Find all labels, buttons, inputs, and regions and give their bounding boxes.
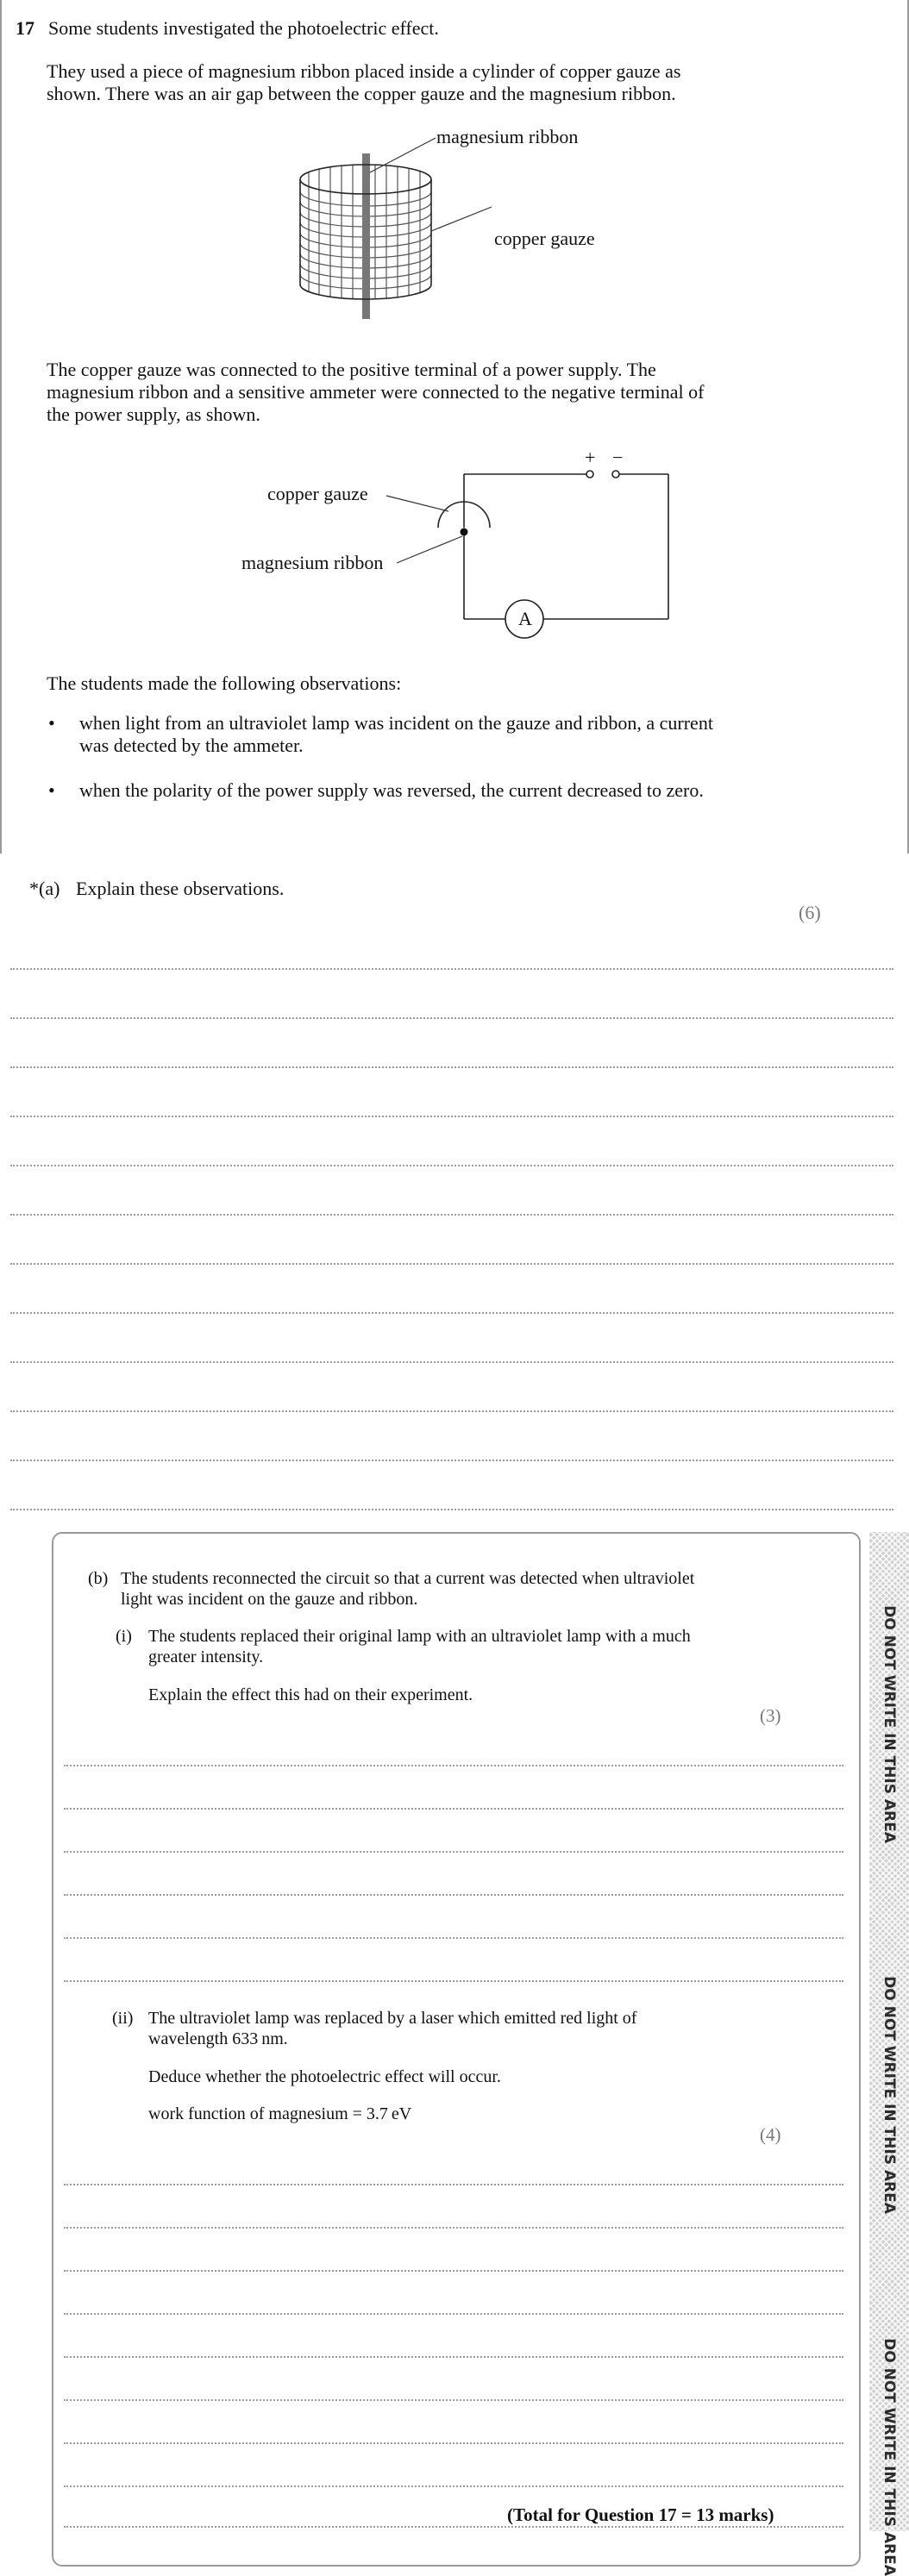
answer-line[interactable]	[10, 1066, 893, 1068]
gauze-cylinder-figure	[293, 121, 655, 345]
bullet-marker: •	[48, 712, 55, 734]
fig2-label-ribbon: magnesium ribbon	[241, 552, 384, 573]
answer-line[interactable]	[64, 1808, 843, 1810]
fig1-label-gauze: copper gauze	[494, 228, 595, 249]
question-intro: Some students investigated the photoelectric effect.	[48, 17, 439, 39]
work-function-data: work function of magnesium = 3.7 eV	[148, 2104, 412, 2123]
part-b-i-label: (i)	[116, 1627, 132, 1646]
answer-line[interactable]	[64, 2356, 843, 2358]
answer-line[interactable]	[10, 1410, 893, 1412]
answer-line[interactable]	[10, 1214, 893, 1216]
answer-line[interactable]	[10, 1312, 893, 1314]
do-not-write-warning: DO NOT WRITE IN THIS AREA	[881, 1976, 898, 2214]
bullet2-line1: when the polarity of the power supply was reversed, the current decreased to zero.	[79, 779, 704, 801]
part-b-line2: light was incident on the gauze and ribbon.	[121, 1590, 418, 1609]
bullet-marker: •	[48, 779, 55, 801]
fig2-minus: −	[612, 447, 624, 468]
part-b-ii-label: (ii)	[112, 2009, 134, 2028]
part-a-label: *(a)	[29, 878, 60, 899]
answer-line[interactable]	[64, 2227, 843, 2229]
part-b-ii-line2: wavelength 633 nm.	[148, 2029, 288, 2048]
answer-line[interactable]	[64, 2313, 843, 2315]
part-b-ii-marks: (4)	[760, 2124, 781, 2145]
fig2-plus: +	[585, 447, 596, 468]
para2-line2: magnesium ribbon and a sensitive ammeter were connected to the negative terminal of	[47, 381, 705, 403]
answer-line[interactable]	[64, 1765, 843, 1766]
answer-line[interactable]	[10, 1116, 893, 1117]
bullet1-line1: when light from an ultraviolet lamp was incident on the gauze and ribbon, a current	[79, 712, 713, 734]
answer-line[interactable]	[64, 1937, 843, 1939]
question-total: (Total for Question 17 = 13 marks)	[507, 2504, 774, 2525]
para2-line1: The copper gauze was connected to the positive terminal of a power supply. The	[47, 359, 656, 380]
answer-line[interactable]	[64, 2399, 843, 2401]
do-not-write-warning: DO NOT WRITE IN THIS AREA	[881, 1605, 898, 1843]
answer-line[interactable]	[64, 2526, 843, 2528]
answer-line[interactable]	[10, 1361, 893, 1363]
answer-line[interactable]	[10, 1460, 893, 1461]
observations-intro: The students made the following observations:	[47, 672, 402, 694]
part-b-label: (b)	[88, 1569, 109, 1588]
answer-line[interactable]	[10, 1017, 893, 1019]
part-b-line1: The students reconnected the circuit so that a current was detected when ultraviolet	[121, 1569, 695, 1588]
part-b-i-marks: (3)	[760, 1705, 781, 1726]
part-b-ii-instruction: Deduce whether the photoelectric effect will occur.	[148, 2067, 501, 2086]
part-a-marks: (6)	[799, 902, 821, 923]
para1-line1: They used a piece of magnesium ribbon placed inside a cylinder of copper gauze as	[47, 60, 681, 82]
answer-line[interactable]	[10, 968, 893, 970]
answer-line[interactable]	[64, 2485, 843, 2487]
bullet1-line2: was detected by the ammeter.	[79, 735, 304, 756]
ammeter-label: A	[518, 608, 532, 629]
answer-line[interactable]	[64, 1851, 843, 1853]
para1-line2: shown. There was an air gap between the copper gauze and the magnesium ribbon.	[47, 83, 676, 104]
answer-line[interactable]	[10, 1165, 893, 1166]
part-b-i-line1: The students replaced their original lamp with an ultraviolet lamp with a much	[148, 1627, 691, 1646]
answer-line[interactable]	[64, 2184, 843, 2185]
question-number: 17	[16, 17, 34, 39]
part-b-ii-line1: The ultraviolet lamp was replaced by a laser which emitted red light of	[148, 2009, 637, 2028]
part-b-i-instruction: Explain the effect this had on their experiment.	[148, 1685, 473, 1704]
answer-line[interactable]	[64, 1894, 843, 1896]
answer-line[interactable]	[10, 1263, 893, 1265]
part-a-text: Explain these observations.	[76, 878, 285, 899]
answer-line[interactable]	[64, 2270, 843, 2272]
answer-line[interactable]	[10, 1509, 893, 1510]
answer-line[interactable]	[64, 2442, 843, 2444]
fig1-label-ribbon: magnesium ribbon	[436, 126, 579, 147]
fig2-label-gauze: copper gauze	[267, 483, 368, 504]
part-b-i-line2: greater intensity.	[148, 1648, 264, 1666]
do-not-write-warning: DO NOT WRITE IN THIS AREA	[881, 2338, 898, 2576]
answer-line[interactable]	[64, 1980, 843, 1982]
para2-line3: the power supply, as shown.	[47, 403, 260, 425]
